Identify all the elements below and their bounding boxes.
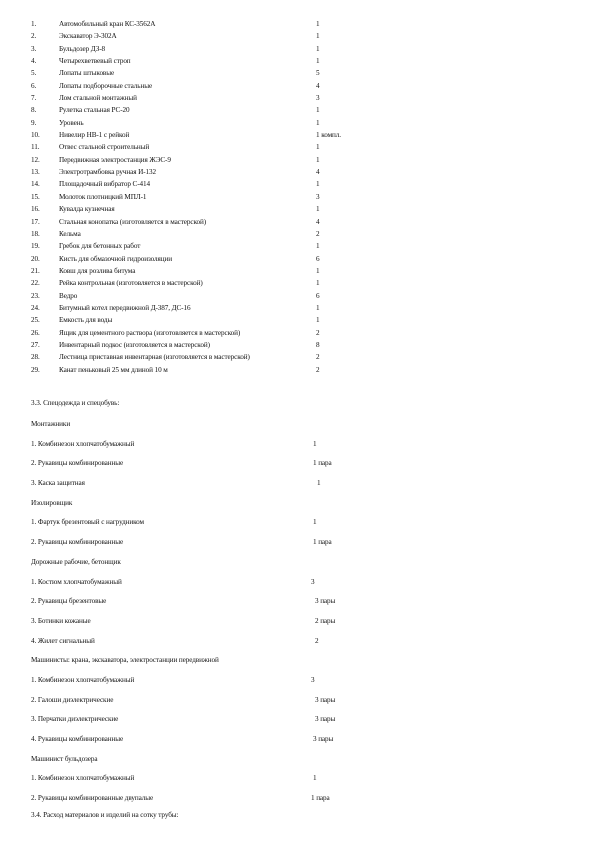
equipment-name: Экскаватор Э-302А xyxy=(59,32,117,41)
equipment-quantity: 2 xyxy=(316,353,320,362)
equipment-quantity: 1 xyxy=(316,205,320,214)
ppe-item xyxy=(31,733,371,753)
ppe-item xyxy=(31,635,371,655)
equipment-row xyxy=(31,327,361,339)
equipment-name: Гребок для бетонных работ xyxy=(59,242,141,251)
equipment-quantity: 1 xyxy=(316,155,320,164)
equipment-quantity: 6 xyxy=(316,291,320,300)
ppe-group-title: Дорожные рабочие, бетонщик xyxy=(31,557,121,566)
equipment-number: 5. xyxy=(31,69,37,78)
equipment-number: 25. xyxy=(31,316,40,325)
equipment-name: Отвес стальной строительный xyxy=(59,143,150,152)
equipment-quantity: 1 xyxy=(316,118,320,127)
ppe-item xyxy=(31,694,371,714)
ppe-item-quantity: 3 xyxy=(311,577,315,586)
equipment-name: Ящик для цементного раствора (изготовляется в мастерской) xyxy=(59,328,241,337)
equipment-quantity: 3 xyxy=(316,192,320,201)
ppe-item-name: 2. Рукавицы комбинированные двупалые xyxy=(31,794,154,803)
ppe-item-quantity: 1 xyxy=(313,439,317,448)
equipment-row xyxy=(31,154,361,166)
ppe-item-name: 1. Костюм хлопчатобумажный xyxy=(31,577,122,586)
equipment-number: 29. xyxy=(31,365,40,374)
equipment-row xyxy=(31,43,361,55)
equipment-number: 7. xyxy=(31,94,37,103)
ppe-item xyxy=(31,536,371,556)
ppe-item-name: 2. Галоши диэлектрические xyxy=(31,695,114,704)
equipment-number: 19. xyxy=(31,242,40,251)
equipment-row xyxy=(31,166,361,178)
ppe-item-name: 2. Рукавицы комбинированные xyxy=(31,538,124,547)
equipment-row xyxy=(31,129,361,141)
equipment-name: Уровень xyxy=(59,118,84,127)
ppe-item-quantity: 3 пары xyxy=(315,715,336,724)
equipment-row xyxy=(31,314,361,326)
ppe-item xyxy=(31,595,371,615)
ppe-item-name: 3. Ботинки кожаные xyxy=(31,616,91,625)
ppe-item xyxy=(31,713,371,733)
ppe-group-title: Монтажники xyxy=(31,420,71,428)
ppe-item-quantity: 1 пара xyxy=(313,459,332,468)
equipment-name: Рейка контрольная (изготовляется в мастерской) xyxy=(59,279,203,288)
ppe-groups xyxy=(31,418,371,812)
ppe-item-quantity: 2 пары xyxy=(315,616,336,625)
equipment-name: Площадочный вибратор С-414 xyxy=(59,180,150,189)
equipment-quantity: 1 компл. xyxy=(316,131,341,140)
equipment-row xyxy=(31,18,361,30)
equipment-row xyxy=(31,92,361,104)
ppe-item-quantity: 1 пара xyxy=(311,794,330,803)
equipment-name: Молоток плотницкий МПЛ-1 xyxy=(59,192,147,201)
equipment-number: 28. xyxy=(31,353,40,362)
equipment-quantity: 1 xyxy=(316,57,320,66)
ppe-item xyxy=(31,477,371,497)
ppe-item-quantity: 1 xyxy=(317,479,321,488)
ppe-group-title: Машинисты: крана, экскаватора, электростанции передвижной xyxy=(31,656,219,665)
equipment-name: Лом стальной монтажный xyxy=(59,94,137,103)
equipment-quantity: 1 xyxy=(316,303,320,312)
equipment-row xyxy=(31,240,361,252)
ppe-item-quantity: 2 xyxy=(315,636,319,645)
equipment-number: 12. xyxy=(31,155,40,164)
equipment-row xyxy=(31,55,361,67)
ppe-item xyxy=(31,792,371,812)
equipment-row xyxy=(31,30,361,42)
equipment-name: Битумный котел передвижной Д-387, ДС-16 xyxy=(59,303,191,312)
equipment-name: Лопаты штыковые xyxy=(59,69,115,78)
equipment-row xyxy=(31,141,361,153)
equipment-row xyxy=(31,351,361,363)
ppe-item-name: 1. Фартук брезентовый с нагрудником xyxy=(31,518,144,527)
ppe-item-name: 2. Рукавицы комбинированные xyxy=(31,459,124,468)
equipment-name: Нивелир НВ-1 с рейкой xyxy=(59,131,130,140)
equipment-number: 18. xyxy=(31,229,40,238)
equipment-row xyxy=(31,277,361,289)
ppe-item-name: 1. Комбинезон хлопчатобумажный xyxy=(31,774,135,783)
equipment-number: 27. xyxy=(31,340,40,349)
ppe-item xyxy=(31,516,371,536)
ppe-item-name: 1. Комбинезон хлопчатобумажный xyxy=(31,675,135,684)
equipment-name: Рулетка стальная РС-20 xyxy=(59,106,130,115)
equipment-quantity: 3 xyxy=(316,94,320,103)
equipment-number: 17. xyxy=(31,217,40,226)
equipment-name: Кувалда кузнечная xyxy=(59,205,115,214)
section-heading-3-4: 3.4. Расход материалов и изделий на сотку трубы: xyxy=(31,811,179,819)
equipment-name: Емкость для воды xyxy=(59,316,113,325)
equipment-list xyxy=(31,18,361,376)
ppe-item-name: 2. Рукавицы брезентовые xyxy=(31,597,107,606)
equipment-quantity: 2 xyxy=(316,365,320,374)
equipment-row xyxy=(31,67,361,79)
ppe-item-name: 1. Комбинезон хлопчатобумажный xyxy=(31,439,135,448)
equipment-number: 3. xyxy=(31,44,37,53)
equipment-quantity: 1 xyxy=(316,279,320,288)
equipment-row xyxy=(31,265,361,277)
ppe-item xyxy=(31,615,371,635)
equipment-quantity: 1 xyxy=(316,316,320,325)
equipment-row xyxy=(31,203,361,215)
ppe-item-quantity: 3 пары xyxy=(315,695,336,704)
equipment-number: 13. xyxy=(31,168,40,177)
equipment-number: 6. xyxy=(31,81,37,90)
equipment-number: 22. xyxy=(31,279,40,288)
equipment-quantity: 1 xyxy=(316,143,320,152)
equipment-row xyxy=(31,302,361,314)
equipment-quantity: 8 xyxy=(316,340,320,349)
equipment-number: 15. xyxy=(31,192,40,201)
equipment-number: 10. xyxy=(31,131,40,140)
equipment-number: 20. xyxy=(31,254,40,263)
equipment-number: 24. xyxy=(31,303,40,312)
equipment-name: Кельма xyxy=(59,229,81,238)
equipment-number: 1. xyxy=(31,20,37,28)
equipment-row xyxy=(31,339,361,351)
equipment-quantity: 1 xyxy=(316,242,320,251)
equipment-name: Передвижная электростанция ЖЭС-9 xyxy=(59,155,171,164)
equipment-number: 11. xyxy=(31,143,40,152)
equipment-quantity: 2 xyxy=(316,229,320,238)
equipment-quantity: 6 xyxy=(316,254,320,263)
ppe-item-quantity: 1 пара xyxy=(313,538,332,547)
ppe-item-name: 3. Каска защитная xyxy=(31,479,85,488)
equipment-row xyxy=(31,228,361,240)
equipment-name: Автомобильный кран КС-3562А xyxy=(59,20,156,28)
equipment-row xyxy=(31,216,361,228)
equipment-quantity: 2 xyxy=(316,328,320,337)
ppe-item xyxy=(31,576,371,596)
ppe-item-quantity: 1 xyxy=(313,774,317,783)
equipment-number: 26. xyxy=(31,328,40,337)
equipment-name: Электротрамбовка ручная И-132 xyxy=(59,168,157,177)
equipment-number: 4. xyxy=(31,57,37,66)
ppe-item-name: 4. Рукавицы комбинированные xyxy=(31,735,124,743)
section-heading-3-3: 3.3. Спецодежда и спецобувь: xyxy=(31,399,120,407)
equipment-number: 14. xyxy=(31,180,40,189)
equipment-quantity: 1 xyxy=(316,180,320,189)
equipment-quantity: 4 xyxy=(316,168,320,177)
ppe-item-quantity: 3 пары xyxy=(313,735,334,743)
equipment-row xyxy=(31,253,361,265)
equipment-quantity: 1 xyxy=(316,106,320,115)
ppe-group-title: Изолировщик xyxy=(31,498,73,507)
equipment-quantity: 1 xyxy=(316,266,320,275)
equipment-row xyxy=(31,364,361,376)
equipment-number: 23. xyxy=(31,291,40,300)
equipment-quantity: 1 xyxy=(316,44,320,53)
equipment-number: 9. xyxy=(31,118,37,127)
equipment-row xyxy=(31,80,361,92)
equipment-name: Инвентарный подкос (изготовляется в мастерской) xyxy=(59,340,210,349)
equipment-name: Кисть для обмазочной гидроизоляции xyxy=(59,254,172,263)
ppe-item xyxy=(31,674,371,694)
equipment-quantity: 5 xyxy=(316,69,320,78)
ppe-item-quantity: 1 xyxy=(313,518,317,527)
equipment-number: 8. xyxy=(31,106,37,115)
equipment-row xyxy=(31,104,361,116)
ppe-item-quantity: 3 пары xyxy=(315,597,336,606)
equipment-name: Четырехветвевый строп xyxy=(59,57,131,66)
ppe-item xyxy=(31,457,371,477)
equipment-name: Лопаты подборочные стальные xyxy=(59,81,153,90)
ppe-item-quantity: 3 xyxy=(311,675,315,684)
equipment-quantity: 1 xyxy=(316,32,320,41)
equipment-name: Стальная конопатка (изготовляется в мастерской) xyxy=(59,217,207,226)
ppe-item-name: 4. Жилет сигнальный xyxy=(31,636,95,645)
ppe-item xyxy=(31,772,371,792)
equipment-name: Канат пеньковый 25 мм длиной 10 м xyxy=(59,365,168,374)
equipment-number: 2. xyxy=(31,32,37,41)
equipment-row xyxy=(31,178,361,190)
equipment-name: Бульдозер ДЗ-8 xyxy=(59,44,106,53)
equipment-quantity: 4 xyxy=(316,81,320,90)
equipment-quantity: 1 xyxy=(316,20,320,28)
equipment-row xyxy=(31,290,361,302)
equipment-row xyxy=(31,117,361,129)
equipment-quantity: 4 xyxy=(316,217,320,226)
ppe-group-title: Машинист бульдозера xyxy=(31,754,98,763)
equipment-number: 16. xyxy=(31,205,40,214)
equipment-number: 21. xyxy=(31,266,40,275)
ppe-item-name: 3. Перчатки диэлектрические xyxy=(31,715,119,724)
equipment-name: Ведро xyxy=(59,291,78,300)
ppe-item xyxy=(31,438,371,458)
equipment-name: Лестница приставная инвентарная (изготовляется в мастерской) xyxy=(59,353,250,362)
equipment-row xyxy=(31,191,361,203)
equipment-name: Ковш для розлива битума xyxy=(59,266,136,275)
